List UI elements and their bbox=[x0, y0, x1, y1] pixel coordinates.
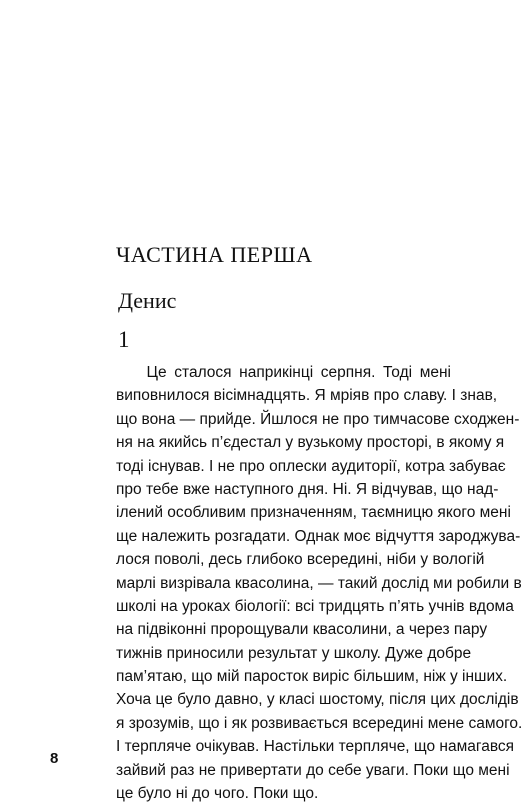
text-line: про тебе вже наступного дня. Ні. Я відчував, що над- bbox=[116, 480, 499, 498]
text-line: зайвий раз не привертати до себе уваги. Поки що мені bbox=[116, 761, 510, 779]
text-line: ілений особливим призначенням, таємницю якого мені bbox=[116, 504, 511, 522]
text-line: тижнів приносили результат у школу. Дуже добре bbox=[116, 644, 472, 662]
text-line: І терпляче очікував. Настільки терпляче, що намагався bbox=[116, 738, 515, 756]
text-line: виповнилося вісімнадцять. Я мріяв про славу. І знав, bbox=[116, 387, 498, 405]
text-line: що вона — прийде. Йшлося не про тимчасове сходжен- bbox=[116, 410, 520, 428]
page-number: 8 bbox=[50, 750, 59, 767]
text-line: марлі визрівала квасолина, — такий дослід ми робили в bbox=[116, 574, 522, 592]
text-line: на підвіконні пророщували квасолини, а через пару bbox=[116, 621, 488, 639]
text-line: тоді існував. І не про оплески аудиторії, котра забуває bbox=[116, 457, 506, 475]
text-line: пам’ятаю, що мій паросток виріс більшим, ніж у інших. bbox=[116, 668, 508, 686]
chapter-name: Денис bbox=[118, 288, 177, 313]
text-line: лося поволі, десь глибоко всередині, ніби у вологій bbox=[116, 551, 485, 569]
text-line: школі на уроках біології: всі тридцять п’ять учнів вдома bbox=[116, 597, 514, 615]
text-line: ня на якийсь п’єдестал у вузькому просторі, в якому я bbox=[116, 434, 505, 452]
text-line: Це сталося наприкінці серпня. Тоді мені bbox=[116, 364, 451, 381]
chapter-number: 1 bbox=[118, 327, 130, 352]
text-line: це було ні до чого. Поки що. bbox=[116, 785, 319, 803]
text-line: я зрозумів, що і як розвивається всередині мене самого. bbox=[116, 714, 522, 732]
text-line: ще належить розгадати. Однак моє відчуття зароджува- bbox=[116, 527, 521, 545]
chapter-body-text bbox=[116, 361, 522, 805]
part-title: ЧАСТИНА ПЕРША bbox=[116, 242, 313, 267]
text-line: Хоча це було давно, у класі шостому, після цих дослідів bbox=[116, 691, 519, 709]
